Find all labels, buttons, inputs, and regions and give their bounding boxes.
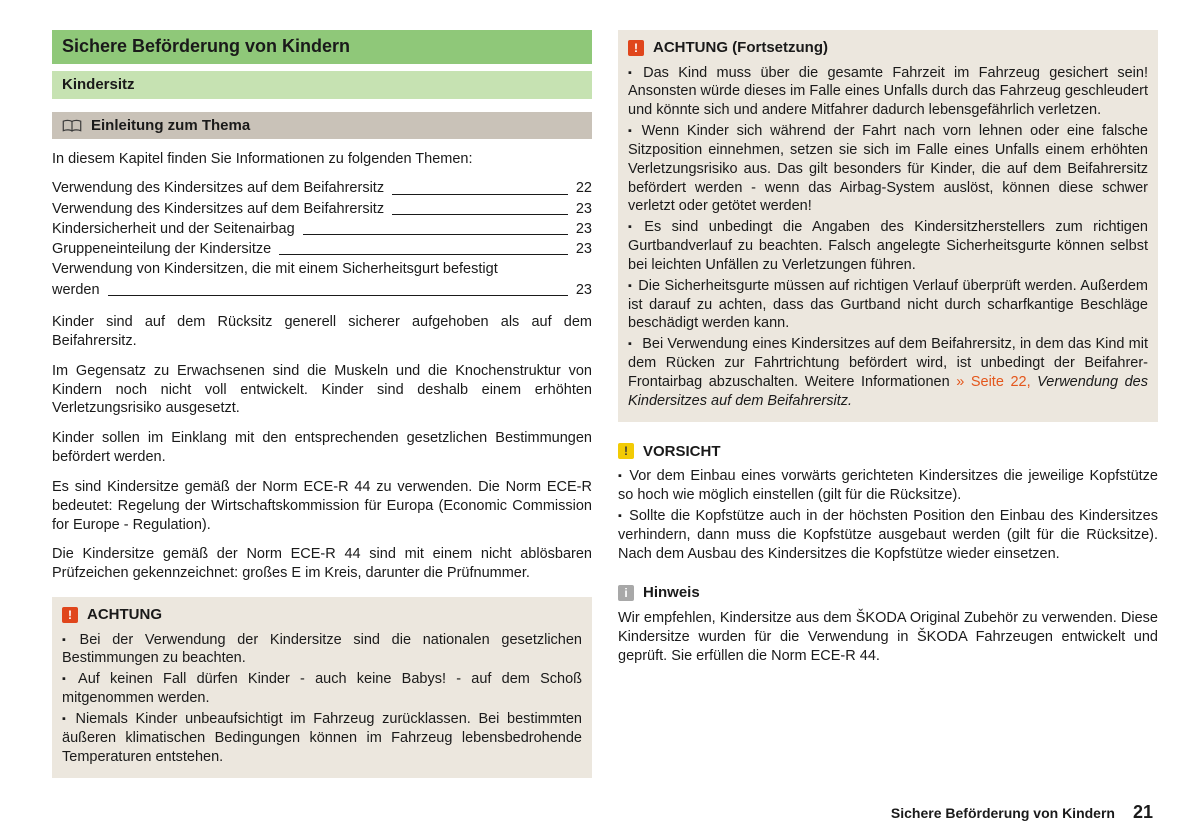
warning-item <box>628 335 1148 410</box>
vorsicht-header <box>618 442 1158 462</box>
toc-page-number: 23 <box>575 200 592 217</box>
left-column <box>52 30 592 778</box>
warning-item: ▪ Auf keinen Fall dürfen Kinder - auch keine Babys! - auf dem Schoß mitgenommen werden. <box>62 670 582 708</box>
body-paragraph: Kinder sind auf dem Rücksitz generell sicherer aufgehoben als auf dem Beifahrersitz. <box>52 314 592 349</box>
body-paragraph: Im Gegensatz zu Erwachsenen sind die Muskeln und die Knochenstruktur von Kindern noch nicht voll entwickelt. Kinder sind deshalb einem erhöhten Verletzungsrisiko ausgesetzt. <box>52 362 592 417</box>
hinweis-title: Hinweis <box>643 584 700 602</box>
section-title-bar: Kindersitz <box>52 71 592 99</box>
vorsicht-title: VORSICHT <box>643 442 721 460</box>
warning-item: ▪ Das Kind muss über die gesamte Fahrzeit im Fahrzeug gesichert sein! Ansonsten würde dieses im Falle eines Unfalls durch das Fahrzeug geschleudert und könnte sich und andere Mitfahrer dadurch lebensgefährlich verletzen. <box>628 64 1148 121</box>
achtung-continuation-header <box>628 38 1148 58</box>
warning-item: ▪ Es sind unbedingt die Angaben des Kindersitzherstellers zum richtigen Gurtbandverlauf zu beachten. Falsch angelegte Sicherheitsgurte können selbst bei leichten Unfällen zu Verletzungen führen. <box>628 218 1148 275</box>
toc-page-number: 23 <box>575 241 592 258</box>
toc-entry-label: Verwendung von Kindersitzen, die mit einem Sicherheitsgurt befestigt <box>52 261 498 278</box>
achtung-continuation-title: ACHTUNG (Fortsetzung) <box>653 39 828 56</box>
toc-entry-label: Verwendung des Kindersitzes auf dem Beifahrersitz <box>52 200 385 217</box>
book-icon <box>62 119 82 133</box>
toc-page-number: 23 <box>575 281 592 298</box>
toc-entry[interactable] <box>52 199 592 219</box>
toc-entry-label: Kindersicherheit und der Seitenairbag <box>52 220 295 237</box>
body-paragraph: Kinder sollen im Einklang mit den entsprechenden gesetzlichen Bestimmungen befördert werden. <box>52 430 592 466</box>
warning-item: ▪ Bei der Verwendung der Kindersitze sind die nationalen gesetzlichen Bestimmungen zu beachten. <box>62 631 582 669</box>
body-paragraph: Die Kindersitze gemäß der Norm ECE-R 44 sind mit einem nicht ablösbaren Prüfzeichen gekennzeichnet: großes E im Kreis, darunter die Prüfnummer. <box>52 546 592 582</box>
toc-entry-label: Verwendung des Kindersitzes auf dem Beifahrersitz <box>52 180 385 197</box>
hinweis-header <box>618 583 1158 603</box>
page-reference-link[interactable]: » Seite 22, <box>956 374 1031 390</box>
warning-item: ▪ Die Sicherheitsgurte müssen auf richtigen Verlauf überprüft werden. Außerdem ist darauf zu achten, dass das Gurtband nicht durch scharfkantige Beschläge beschädigt werden kann. <box>628 277 1148 334</box>
caution-icon: ! <box>618 443 634 459</box>
warning-item: ▪ Wenn Kinder sich während der Fahrt nach vorn lehnen oder eine falsche Sitzposition einnehmen, setzen sie sich im Falle eines Unfalls einem erhöhten Verletzungsrisiko aus. Das gilt besonders für Kinder, die auf dem Beifahrersitz befördert werden - wenn das Airbag-System auslöst, können diese schwer verletzt oder getötet werden! <box>628 122 1148 216</box>
achtung-box <box>52 597 592 777</box>
warning-item: ▪ Niemals Kinder unbeaufsichtigt im Fahrzeug zurücklassen. Bei bestimmten äußeren klimatischen Bedingungen können im Fahrzeug lebensbedrohende Temperaturen entstehen. <box>62 710 582 767</box>
caution-item: ▪ Vor dem Einbau eines vorwärts gerichteten Kindersitzes die jeweilige Kopfstütze so hoch wie möglich einstellen (gilt für die Rücksitze). <box>618 467 1158 505</box>
toc-page-number: 22 <box>575 180 592 197</box>
body-paragraph: Es sind Kindersitze gemäß der Norm ECE-R 44 zu verwenden. Die Norm ECE-R bedeutet: Regelung der Wirtschaftskommission für Europa (Economic Commission for Europe - Regulation). <box>52 478 592 533</box>
toc-entry[interactable] <box>52 178 592 198</box>
toc-entry[interactable] <box>52 259 592 300</box>
caution-item: ▪ Sollte die Kopfstütze auch in der höchsten Position den Einbau des Kindersitzes verhindern, dann muss die Kopfstütze ausgebaut werden (gilt für die Rücksitze). Nach dem Ausbau des Kindersitzes die Kopfstütze wieder einsetzen. <box>618 507 1158 564</box>
toc-entry[interactable] <box>52 219 592 239</box>
footer-chapter-label: Sichere Beförderung von Kindern <box>890 804 1115 821</box>
footer-page-number: 21 <box>1132 801 1153 822</box>
achtung-header <box>62 605 582 625</box>
topic-header-bar <box>52 112 592 140</box>
achtung-continuation-box <box>618 30 1158 422</box>
page-footer <box>891 801 1153 824</box>
toc-leader-line <box>392 194 568 195</box>
note-text: Wir empfehlen, Kindersitze aus dem ŠKODA Original Zubehör zu verwenden. Diese Kindersitze wurden für die Verwendung in ŠKODA Fahrzeugen entwickelt und geprüft. Sie erfüllen die Norm ECE-R 44. <box>618 609 1158 664</box>
table-of-contents <box>52 178 592 300</box>
info-icon: i <box>618 585 634 601</box>
toc-entry[interactable] <box>52 239 592 259</box>
warning-icon: ! <box>628 40 644 56</box>
toc-leader-line <box>392 214 568 215</box>
topic-header-label: Einleitung zum Thema <box>91 116 251 134</box>
right-column <box>618 30 1158 778</box>
toc-entry-label: Gruppeneinteilung der Kindersitze <box>52 241 272 258</box>
vorsicht-section <box>618 442 1158 564</box>
chapter-title-bar: Sichere Beförderung von Kindern <box>52 30 592 64</box>
toc-page-number: 23 <box>575 220 592 237</box>
toc-leader-line <box>108 295 568 296</box>
hinweis-section <box>618 583 1158 665</box>
warning-item-text: Bei Verwendung eines Kindersitzes auf dem Beifahrersitz, in dem das Kind mit dem Rücken zur Fahrtrichtung befördert wird, ist unbedingt der Beifahrer-Frontairbag abzuschalten. Weitere Informationen <box>628 336 1149 390</box>
toc-leader-line <box>279 254 568 255</box>
warning-item-reference-title: Verwendung des Kindersitzes auf dem Beifahrersitz. <box>628 374 1148 409</box>
toc-intro-text: In diesem Kapitel finden Sie Informationen zu folgenden Themen: <box>52 151 473 168</box>
warning-icon: ! <box>62 607 78 623</box>
toc-entry-label-wrap: werden <box>52 281 100 298</box>
toc-leader-line <box>303 234 568 235</box>
achtung-title: ACHTUNG <box>87 606 162 624</box>
